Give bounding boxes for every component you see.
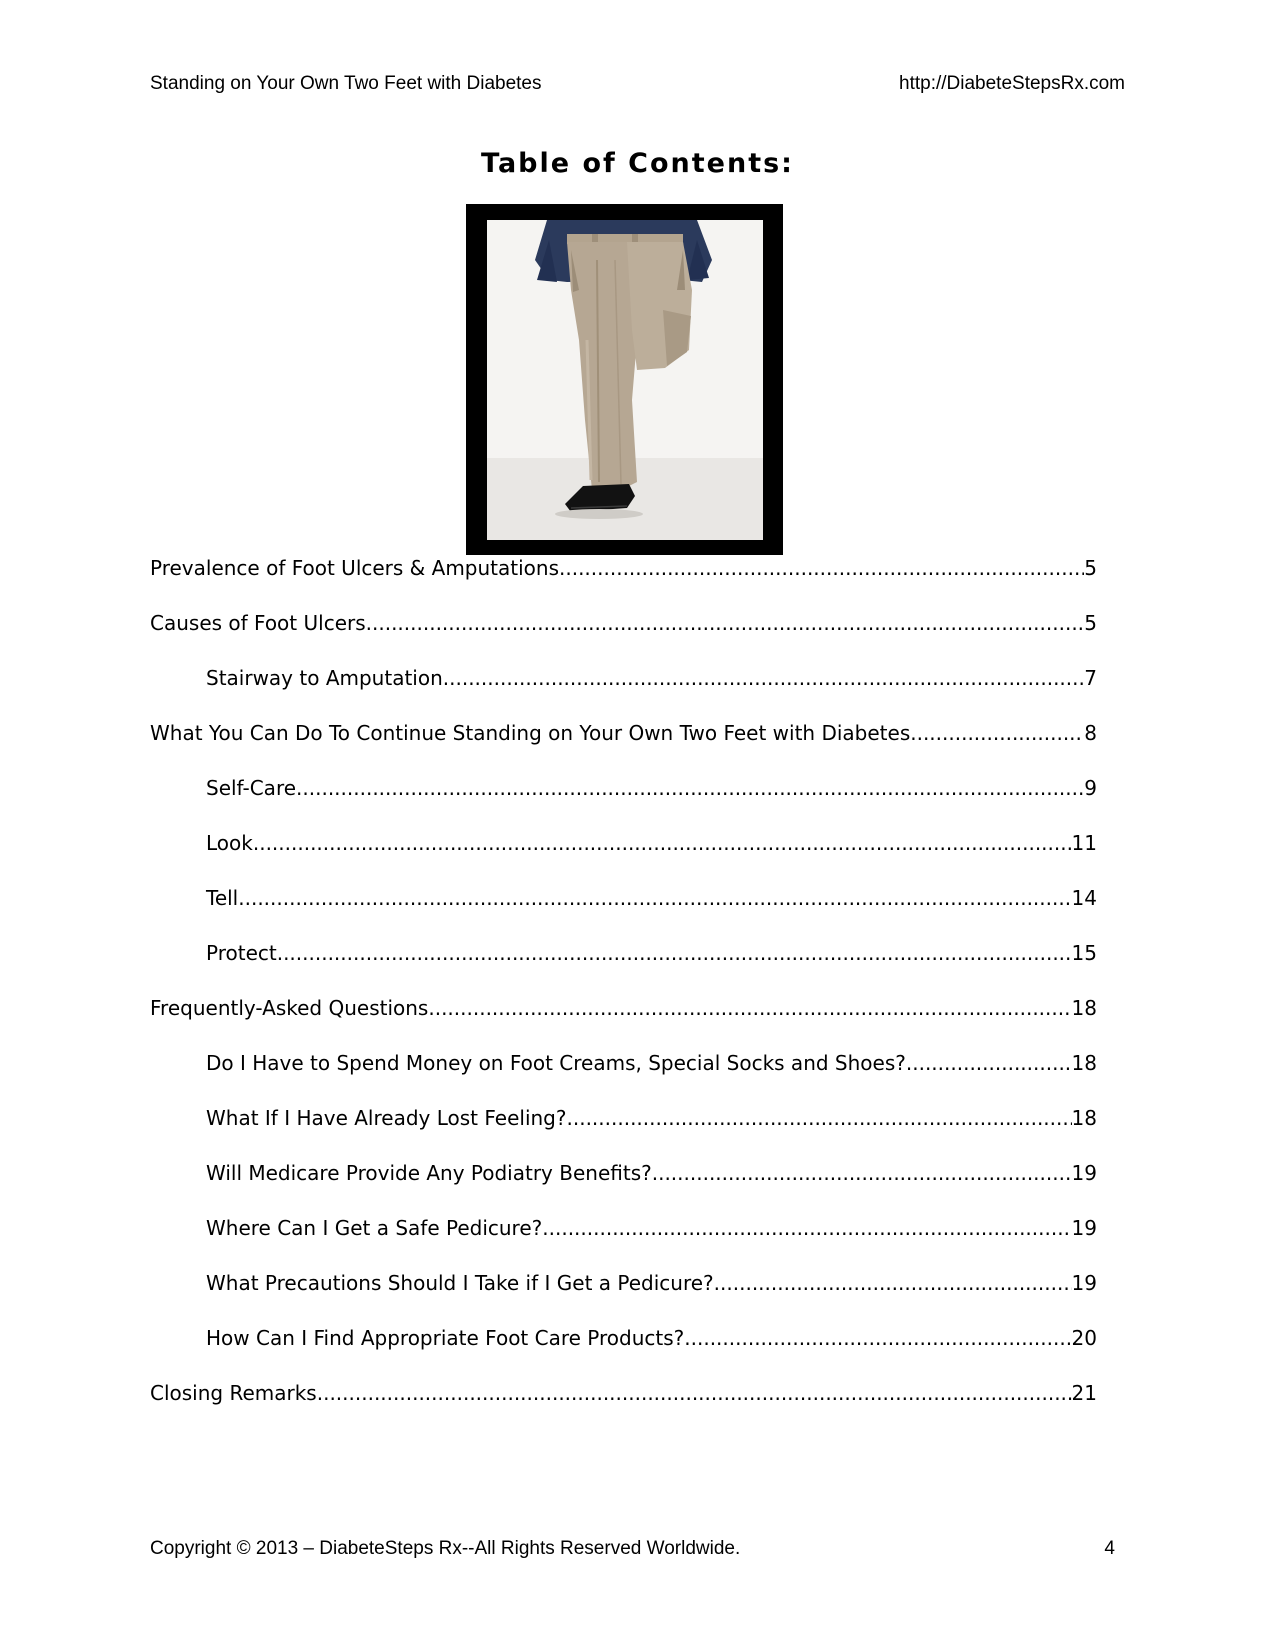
toc-dot-leader	[567, 1105, 1072, 1131]
toc-entry-page: 20	[1071, 1326, 1097, 1350]
toc-entry-label: Tell	[206, 886, 239, 910]
toc-entry-page: 11	[1071, 831, 1097, 855]
toc-dot-leader	[296, 775, 1084, 801]
toc-entry-label: Where Can I Get a Safe Pedicure?	[206, 1216, 543, 1240]
toc-entry[interactable]	[150, 720, 1097, 746]
toc-entry-label: Self-Care	[206, 776, 297, 800]
toc-entry-label: What Precautions Should I Take if I Get a Pedicure?	[206, 1271, 714, 1295]
toc-entry[interactable]	[150, 1380, 1097, 1406]
toc-entry-page: 18	[1071, 1106, 1097, 1130]
toc-entry-label: Protect	[206, 941, 277, 965]
toc-subentry[interactable]	[206, 1325, 1097, 1351]
toc-dot-leader	[253, 830, 1072, 856]
toc-dot-leader	[366, 610, 1085, 636]
toc-entry-page: 19	[1071, 1161, 1097, 1185]
toc-dot-leader	[277, 940, 1072, 966]
toc-entry[interactable]	[150, 555, 1097, 581]
running-header-url: http://DiabeteStepsRx.com	[899, 73, 1125, 94]
toc-entry-label: How Can I Find Appropriate Foot Care Products?	[206, 1326, 685, 1350]
toc-entry-page: 15	[1071, 941, 1097, 965]
toc-subentry[interactable]	[206, 665, 1097, 691]
running-header-title: Standing on Your Own Two Feet with Diabetes	[150, 73, 542, 94]
toc-dot-leader	[910, 720, 1084, 746]
toc-entry-label: What If I Have Already Lost Feeling?	[206, 1106, 567, 1130]
toc-entry-page: 7	[1084, 666, 1097, 690]
footer-page-number: 4	[1104, 1538, 1115, 1559]
footer-copyright: Copyright © 2013 – DiabeteSteps Rx--All Rights Reserved Worldwide.	[150, 1538, 741, 1559]
toc-entry-label: Causes of Foot Ulcers	[150, 611, 366, 635]
toc-dot-leader	[559, 555, 1084, 581]
toc-entry-page: 5	[1084, 556, 1097, 580]
toc-entry-label: What You Can Do To Continue Standing on Your Own Two Feet with Diabetes	[150, 721, 911, 745]
toc-entry-page: 18	[1071, 996, 1097, 1020]
toc-entry-label: Closing Remarks	[150, 1381, 317, 1405]
toc-entry-page: 8	[1084, 721, 1097, 745]
toc-dot-leader	[684, 1325, 1071, 1351]
toc-entry-page: 19	[1071, 1216, 1097, 1240]
toc-subentry[interactable]	[206, 775, 1097, 801]
toc-entry-page: 14	[1071, 886, 1097, 910]
toc-entry-label: Stairway to Amputation	[206, 666, 443, 690]
toc-entry-page: 18	[1071, 1051, 1097, 1075]
toc-entry-page: 5	[1084, 611, 1097, 635]
toc-dot-leader	[906, 1050, 1072, 1076]
toc-dot-leader	[443, 665, 1085, 691]
toc-entry-label: Look	[206, 831, 253, 855]
toc-entry-label: Do I Have to Spend Money on Foot Creams, Special Socks and Shoes?	[206, 1051, 906, 1075]
toc-entry[interactable]	[150, 995, 1097, 1021]
toc-dot-leader	[714, 1270, 1072, 1296]
toc-entry-page: 19	[1071, 1271, 1097, 1295]
toc-entry[interactable]	[150, 610, 1097, 636]
toc-subentry[interactable]	[206, 830, 1097, 856]
toc-dot-leader	[238, 885, 1071, 911]
toc-subentry[interactable]	[206, 1270, 1097, 1296]
toc-entry-page: 21	[1071, 1381, 1097, 1405]
toc-entry-label: Prevalence of Foot Ulcers & Amputations	[150, 556, 559, 580]
toc-subentry[interactable]	[206, 940, 1097, 966]
toc-entry-label: Frequently-Asked Questions	[150, 996, 429, 1020]
page-title: Table of Contents:	[481, 148, 794, 179]
toc-subentry[interactable]	[206, 1105, 1097, 1131]
toc-subentry[interactable]	[206, 885, 1097, 911]
toc-dot-leader	[317, 1380, 1072, 1406]
toc-dot-leader	[652, 1160, 1072, 1186]
toc-subentry[interactable]	[206, 1050, 1097, 1076]
toc-entry-page: 9	[1084, 776, 1097, 800]
toc-subentry[interactable]	[206, 1160, 1097, 1186]
toc-dot-leader	[428, 995, 1071, 1021]
toc-entry-label: Will Medicare Provide Any Podiatry Benefits?	[206, 1161, 652, 1185]
toc-subentry[interactable]	[206, 1215, 1097, 1241]
toc-dot-leader	[542, 1215, 1071, 1241]
